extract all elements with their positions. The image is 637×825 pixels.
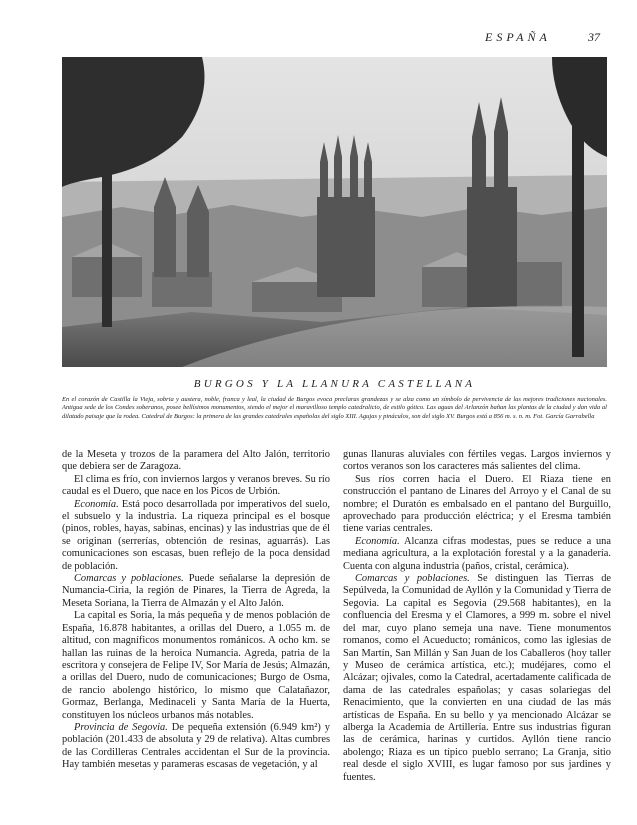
paragraph-text: Sus ríos corren hacia el Duero. El Riaza tiene en construcción el pantano de Linares del Arroyo y el Canal de su nombre; el Duratón es embalsado en el pantano del Burguillo, aprovechado para producción eléctrica; y el Eresma también tiene varias centrales. <box>343 473 611 535</box>
paragraph <box>343 573 611 784</box>
paragraph <box>343 536 611 573</box>
paragraph-text: Alcanza cifras modestas, pues se reduce a una mediana agricultura, a la explotación forestal y a la ganadería. Cuenta con alguna industria (paños, cristal, cerámica). <box>343 535 611 572</box>
paragraph <box>62 610 330 722</box>
paragraph-lead: Comarcas y poblaciones. <box>74 573 184 585</box>
paragraph <box>62 474 330 499</box>
paragraph-text: de la Meseta y trozos de la paramera del Alto Jalón, territorio que debiera ser de Zaragoza. <box>62 449 330 473</box>
page-number: 37 <box>588 30 600 44</box>
burgos-cathedral-photo <box>62 57 607 367</box>
caption-text: En el corazón de Castilla la Vieja, sobria y austera, noble, franca y leal, la ciudad de Burgos evoca preclaras grandezas y se alza como un símbolo de pervivencia de las mejores tradiciones nacionales. Antigua sede de los Condes soberanos, posee bellísimos monumentos, siendo el mejor el maravilloso templo catedralicio, de estilo gótico. Las aguas del Arlanzón bañan las plantas de la ciudad y dan vida al dilatado paisaje que la rodea. Catedral de Burgos: la primera de las grandes catedrales españolas del siglo XIII. Agujas y pináculos, son del siglo XV. Burgos está a 856 m. s. n. m. Fot. García Garrabella <box>62 396 607 420</box>
paragraph-lead: Comarcas y poblaciones. <box>355 573 470 585</box>
right-text-column <box>343 449 611 784</box>
paragraph-text: gunas llanuras aluviales con fértiles vegas. Largos inviernos y cortos veranos son los caracteres más salientes del clima. <box>343 449 611 473</box>
paragraph-lead: Provincia de Segovia. <box>74 721 168 733</box>
paragraph-lead: Economía. <box>74 498 119 510</box>
photo-illustration <box>62 57 607 367</box>
paragraph <box>62 573 330 610</box>
paragraph-text: Está poco desarrollada por imperativos del suelo, el subsuelo y la industria. La riqueza principal es el bosque (pinos, robles, hayas, sabinas, encinas) y las industrias que de él se originan (serrerías, obtención de resinas, aguarrás). Las comunicaciones son escasas, buen reflejo de la poca densidad de población. <box>62 498 330 572</box>
paragraph <box>62 722 330 772</box>
paragraph-text: La capital es Soria, la más pequeña y de menos población de España, 16.878 habitantes, a orillas del Duero, a 1.055 m. de altitud, con magníficos monumentos románicos. A ocho km. se hallan las ruinas de la heroica Numancia. Agreda, patria de la escritora y consejera de Felipe IV, Sor María de Jesús; Almazán, a orillas del Duero, nudo de comunicaciones; Burgo de Osma, de rancio abolengo histórico, lo mismo que Calatañazor, Gormaz, Berlanga, Medinaceli y Santa María de la Huerta, constituyen los núcleos urbanos más notables. <box>62 610 330 721</box>
caption-title: BURGOS Y LA LLANURA CASTELLANA <box>193 378 476 390</box>
running-title: ESPAÑA <box>485 30 551 44</box>
paragraph-text: El clima es frío, con inviernos largos y veranos breves. Su río caudal es el Duero, que nace en los Picos de Urbión. <box>62 473 330 498</box>
left-text-column <box>62 449 330 772</box>
paragraph <box>343 449 611 474</box>
paragraph-text: De pequeña extensión (6.949 km²) y población (201.433 de absoluta y 29 de relativa). Altas cumbres de las Cordilleras Centrales accidentan el Sur de la provincia. Hay también mesetas y parameras escasas de vegetación, y al <box>62 721 330 771</box>
paragraph-text: Puede señalarse la depresión de Numancia-Ciria, la región de Pinares, la Tierra de Agreda, la Meseta Soriana, la Tierra de Almazán y el Alto Jalón. <box>62 573 330 609</box>
paragraph-text: Se distinguen las Tierras de Sepúlveda, la Comunidad de Ayllón y la Comunidad y Tierra de Segovia. La capital es Segovia (29.568 habitantes), en la confluencia del Eresma y el Clamores, a 999 m. sobre el nivel del mar, cuyo plano semeja una nave. Tiene monumentos romanos, como el Acueducto; románicos, como las iglesias de San Martín, San Millán y San Juan de los Caballeros (hoy taller y Museo de cerámica artística, etc.); mudéjares, como el Alcázar; ojivales, como la Catedral, acertadamente calificada de dama de las catedrales españolas; y casas solariegas del Renacimiento, que la convierten en una ciudad de las más artísticas de España. En su bello y ya mencionado Alcázar se alberga la Academia de Artillería. Entre sus industrias figuran las de cerámica, harinas y curtidos. Ayllón tiene rancio abolengo; Riaza es un típico pueblo serrano; La Granja, sitio real desde el siglo XVIII, es lugar famoso por sus jardines y fuentes. <box>343 573 612 783</box>
paragraph <box>62 499 330 573</box>
page-header <box>60 30 600 46</box>
paragraph <box>343 474 611 536</box>
paragraph-lead: Economía. <box>355 535 400 547</box>
paragraph <box>62 449 330 474</box>
